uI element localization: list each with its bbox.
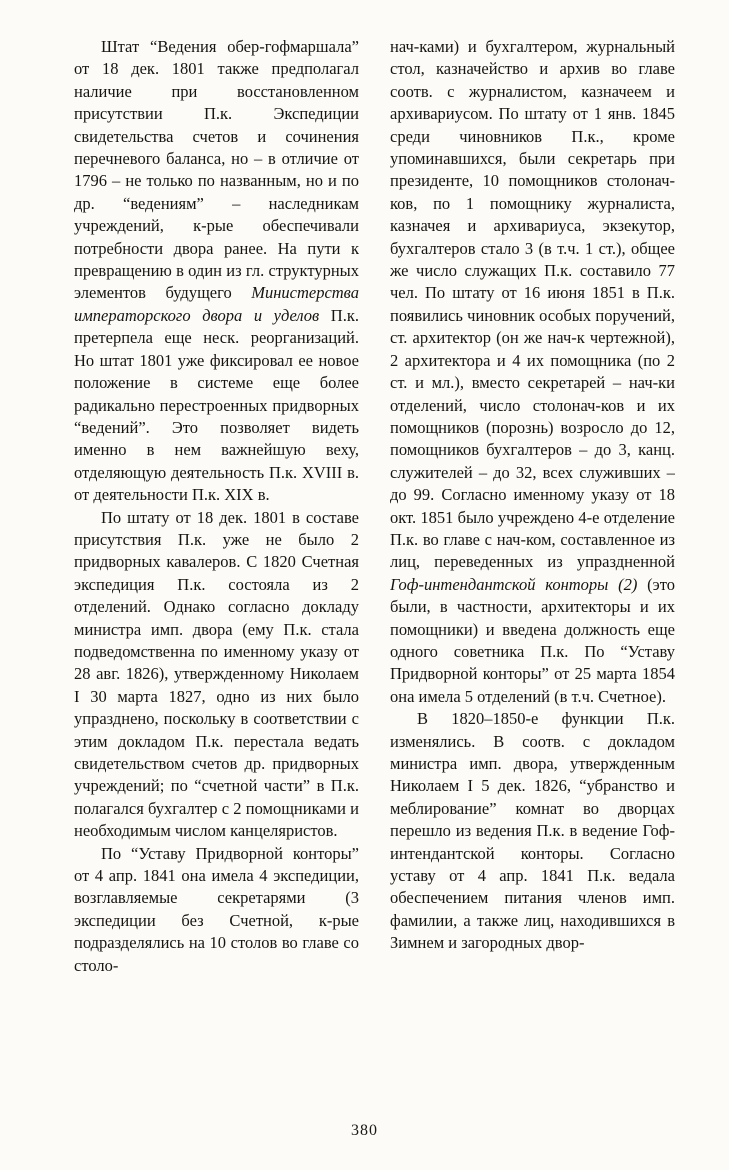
- text-segment: (это были, в частности, архитекторы и их помощники) и введена должность еще одного советника П.к. По “Уставу Придворной конторы” от 25 марта 1854 она имела 5 отделений (в т.ч. Счетное).: [390, 574, 675, 706]
- text-segment: По “Уставу Придворной конторы” от 4 апр. 1841 она имела 4 экспедиции, возглавляемые секретарями (3 экспедиции без Счетной, к-рые подразделялись на 10 столов во главе со столо-: [74, 843, 359, 975]
- paragraph: [74, 843, 359, 977]
- left-text-column: [74, 36, 359, 1120]
- text-segment: По штату от 18 дек. 1801 в составе присутствия П.к. уже не было 2 придворных кавалеров. С 1820 Счетная экспедиция П.к. состояла из 2 отделений. Однако согласно докладу министра имп. двора (ему П.к. стала подведомственна по именному указу от 28 авг. 1826), утвержденному Николаем I 30 марта 1827, одно из них было упразднено, поскольку в соответствии с этим докладом П.к. перестала ведать свидетельством счетов др. придворных учреждений; по “счетной части” в П.к. полагался бухгалтер с 2 помощниками и необходимым числом канцеляристов.: [74, 507, 359, 841]
- text-segment: Штат “Ведения обер-гофмаршала” от 18 дек. 1801 также предполагал наличие при восстановленном присутствии П.к. Экспедиции свидетельства счетов и сочинения перечневого баланса, но – в отличие от 1796 – не только по названным, но и по др. “ведениям” – наследникам учреждений, к-рые обеспечивали потребности двора ранее. На пути к превращению в один из гл. структурных элементов будущего: [74, 37, 359, 303]
- paragraph: [390, 708, 675, 954]
- italic-text-segment: Министерства императорского двора и уделов: [74, 283, 359, 325]
- paragraph: [390, 36, 675, 708]
- page-number: 380: [351, 1122, 378, 1139]
- text-segment: В 1820–1850-е функции П.к. изменялись. В соотв. с докладом министра имп. двора, утвержденным Николаем I 5 дек. 1826, “убранство и меблирование” комнат во дворцах перешло из ведения П.к. в ведение Гоф-интендантской конторы. Согласно уставу от 4 апр. 1841 П.к. ведала обеспечением питания членов имп. фамилии, а также лиц, находившихся в Зимнем и загородных двор-: [390, 709, 675, 953]
- italic-text-segment: Гоф-интендантской конторы (2): [390, 574, 638, 594]
- paragraph: [74, 507, 359, 843]
- text-segment: нач-ками) и бухгалтером, журнальный стол, казначейство и архив во главе соотв. с журналистом, казначеем и архивариусом. По штату от 1 янв. 1845 среди чиновников П.к., кроме упоминавшихся, были секретарь при президенте, 10 помощников столонач-ков, по 1 помощнику журналиста, казначея и архивариуса, экзекутор, бухгалтеров стало 3 (в т.ч. 1 ст.), общее же число служащих П.к. составило 77 чел. По штату от 16 июня 1851 в П.к. появились чиновник особых поручений, ст. архитектор (он же нач-к чертежной), 2 архитектора и 4 их помощника (по 2 ст. и мл.), вместо секретарей – нач-ки отделений, число столонач-ков и их помощников (порознь) возросло до 12, помощников бухгалтеров – до 3, канц. служителей – до 32, всех служивших – до 99. Согласно именному указу от 18 окт. 1851 было учреждено 4-е отделение П.к. во главе с нач-ком, составленное из лиц, переведенных из упраздненной: [390, 37, 675, 572]
- paragraph: [74, 36, 359, 507]
- text-segment: П.к. претерпела еще неск. реорганизаций. Но штат 1801 уже фиксировал ее новое положение в системе еще более радикально перестроенных придворных “ведений”. Это позволяет видеть именно в нем важнейшую веху, отделяющую деятельность П.к. XVIII в. от деятельности П.к. XIX в.: [74, 305, 359, 505]
- right-text-column: [390, 36, 675, 1120]
